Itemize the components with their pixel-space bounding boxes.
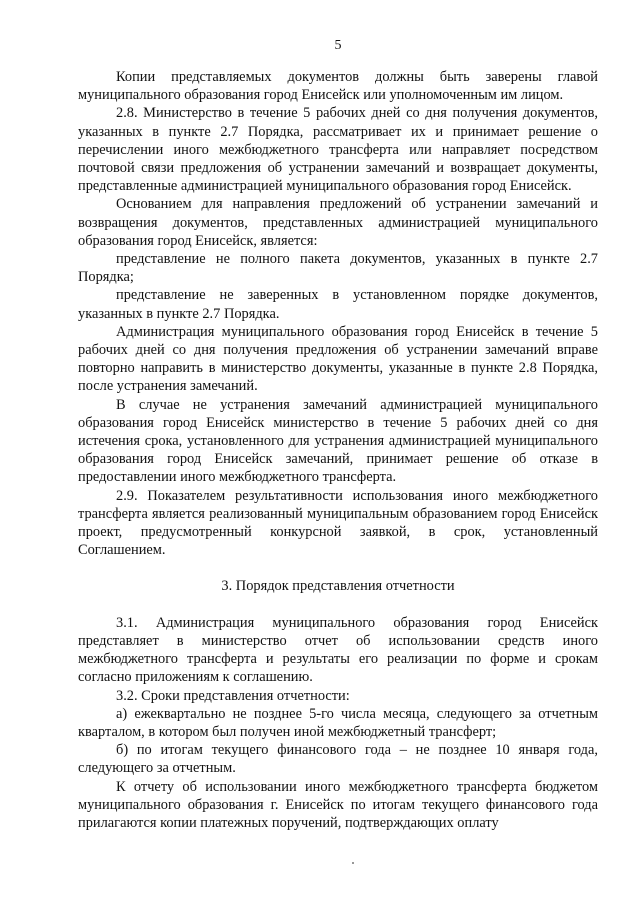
paragraph-3-1: 3.1. Администрация муниципального образования город Енисейск представляет в министерство отчет об использовании средств иного межбюджетного трансферта и результаты его реализации по форме и срокам согласно приложениям к соглашению. [78, 614, 598, 686]
paragraph-copies-certification: Копии представляемых документов должны быть заверены главой муниципального образования город Енисейск или уполномоченным им лицом. [78, 69, 598, 104]
page-number: 5 [334, 38, 342, 53]
document-page [78, 36, 598, 832]
paragraph-resubmission: Администрация муниципального образования город Енисейск в течение 5 рабочих дней со дня получения предложения об устранении замечаний вправе повторно направить в министерство документы, указанные в пункте 2.8 Порядка, после устранения замечаний. [78, 323, 598, 395]
section-heading: 3. Порядок представления отчетности [221, 578, 455, 595]
paragraph-report-attachments: К отчету об использовании иного межбюджетного трансферта бюджетом муниципального образования г. Енисейск по итогам текущего финансового года прилагаются копии платежных поручений, подтверждающих оплату [78, 778, 598, 831]
scan-speck [352, 862, 354, 864]
paragraph-2-8: 2.8. Министерство в течение 5 рабочих дней со дня получения документов, указанных в пункте 2.7 Порядка, рассматривает их и принимает решение о перечислении иного межбюджетного трансферта или направляет посредством почтовой связи предложения об устранении замечаний и возвращает документы, представленные администрацией муниципального образования город Енисейск. [78, 105, 598, 195]
paragraph-refusal: В случае не устранения замечаний администрацией муниципального образования город Енисейск министерство в течение 5 рабочих дней со дня истечения срока, установленного для устранения администрацией муниципального образования город Енисейск замечаний, принимает решение об отказе в предоставлении иного межбюджетного трансферта. [78, 396, 598, 486]
paragraph-3-2: 3.2. Сроки представления отчетности: [116, 687, 350, 704]
paragraph-3-2-a: а) ежеквартально не позднее 5-го числа месяца, следующего за отчетным кварталом, в котором был получен иной межбюджетный трансферт; [78, 705, 598, 740]
paragraph-uncertified-documents: представление не заверенных в установленном порядке документов, указанных в пункте 2.7 Порядка. [78, 287, 598, 322]
paragraph-incomplete-package: представление не полного пакета документов, указанных в пункте 2.7 Порядка; [78, 251, 598, 286]
paragraph-3-2-b: б) по итогам текущего финансового года – не позднее 10 января года, следующего за отчетным. [78, 742, 598, 777]
paragraph-grounds: Основанием для направления предложений об устранении замечаний и возвращения документов, представленных администрацией муниципального образования город Енисейск, является: [78, 196, 598, 249]
paragraph-2-9: 2.9. Показателем результативности использования иного межбюджетного трансферта является реализованный муниципальным образованием город Енисейск проект, предусмотренный конкурсной заявкой, в срок, установленный Соглашением. [78, 487, 598, 559]
